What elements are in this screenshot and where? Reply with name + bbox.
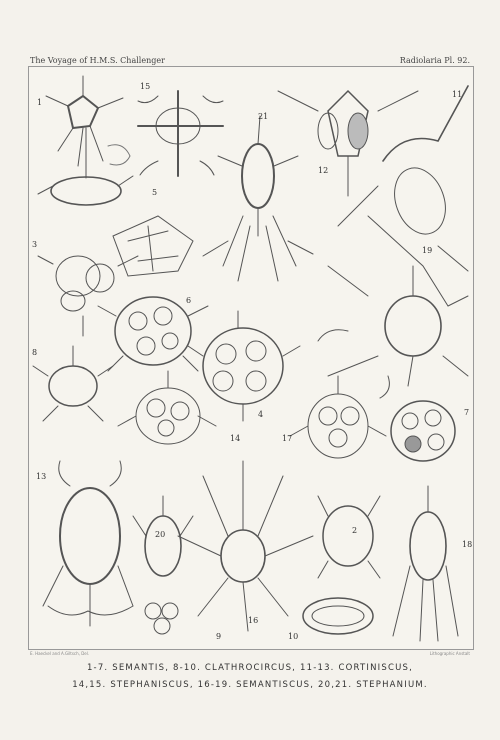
specimen-13	[43, 461, 133, 626]
fig-number-4: 4	[258, 410, 264, 419]
specimen-14	[118, 371, 216, 444]
specimen-17	[290, 376, 386, 458]
fig-number-5: 5	[152, 188, 158, 197]
fig-number-20: 20	[155, 530, 166, 539]
fig-number-15: 15	[140, 82, 151, 91]
fig-number-21: 21	[258, 112, 269, 121]
fig-number-18: 18	[462, 540, 473, 549]
specimen-21	[203, 116, 313, 281]
specimen-3	[38, 256, 138, 336]
fig-number-17: 17	[282, 434, 293, 443]
fig-number-14: 14	[230, 434, 241, 443]
specimen-18	[393, 486, 458, 641]
fig-number-12: 12	[318, 166, 329, 175]
specimen-15	[138, 91, 223, 176]
fig-number-19: 19	[422, 246, 433, 255]
specimen-19	[318, 266, 468, 398]
specimen-1	[38, 76, 133, 205]
caption-line-1: 1-7. SEMANTIS, 8-10. CLATHROCIRCUS, 11-13. CORTINISCUS,	[86, 663, 414, 673]
specimen-5	[113, 216, 193, 276]
fig-number-13: 13	[36, 472, 47, 481]
fig-number-6: 6	[186, 296, 192, 305]
fig-number-3: 3	[32, 240, 38, 249]
specimen-20	[133, 496, 193, 634]
specimen-16	[178, 461, 313, 631]
caption-line-2: 14,15. STEPHANISCUS, 16-19. SEMANTISCUS, 20,21. STEPHANIUM.	[72, 680, 428, 690]
lithographer-credit: Lithographic Anstalt	[429, 651, 470, 656]
fig-number-9: 9	[216, 632, 222, 641]
specimen-7	[391, 401, 455, 461]
fig-number-2: 2	[352, 526, 358, 535]
fig-number-16: 16	[248, 616, 259, 625]
fig-number-1: 1	[37, 98, 43, 107]
artist-credit: E. Haeckel and A.Giltsch, Del.	[30, 651, 90, 656]
specimen-2	[318, 496, 380, 578]
specimen-6	[98, 297, 208, 371]
fig-number-7: 7	[464, 408, 470, 417]
series-title: The Voyage of H.M.S. Challenger	[30, 56, 165, 65]
specimen-4	[188, 311, 300, 421]
fig-number-8: 8	[32, 348, 38, 357]
plate-label: Radiolaria Pl. 92.	[399, 56, 470, 65]
fig-number-11: 11	[452, 90, 463, 99]
specimen-8	[33, 346, 113, 421]
radiolaria-illustration	[28, 66, 472, 648]
fig-number-10: 10	[288, 632, 299, 641]
specimen-10	[303, 598, 373, 634]
